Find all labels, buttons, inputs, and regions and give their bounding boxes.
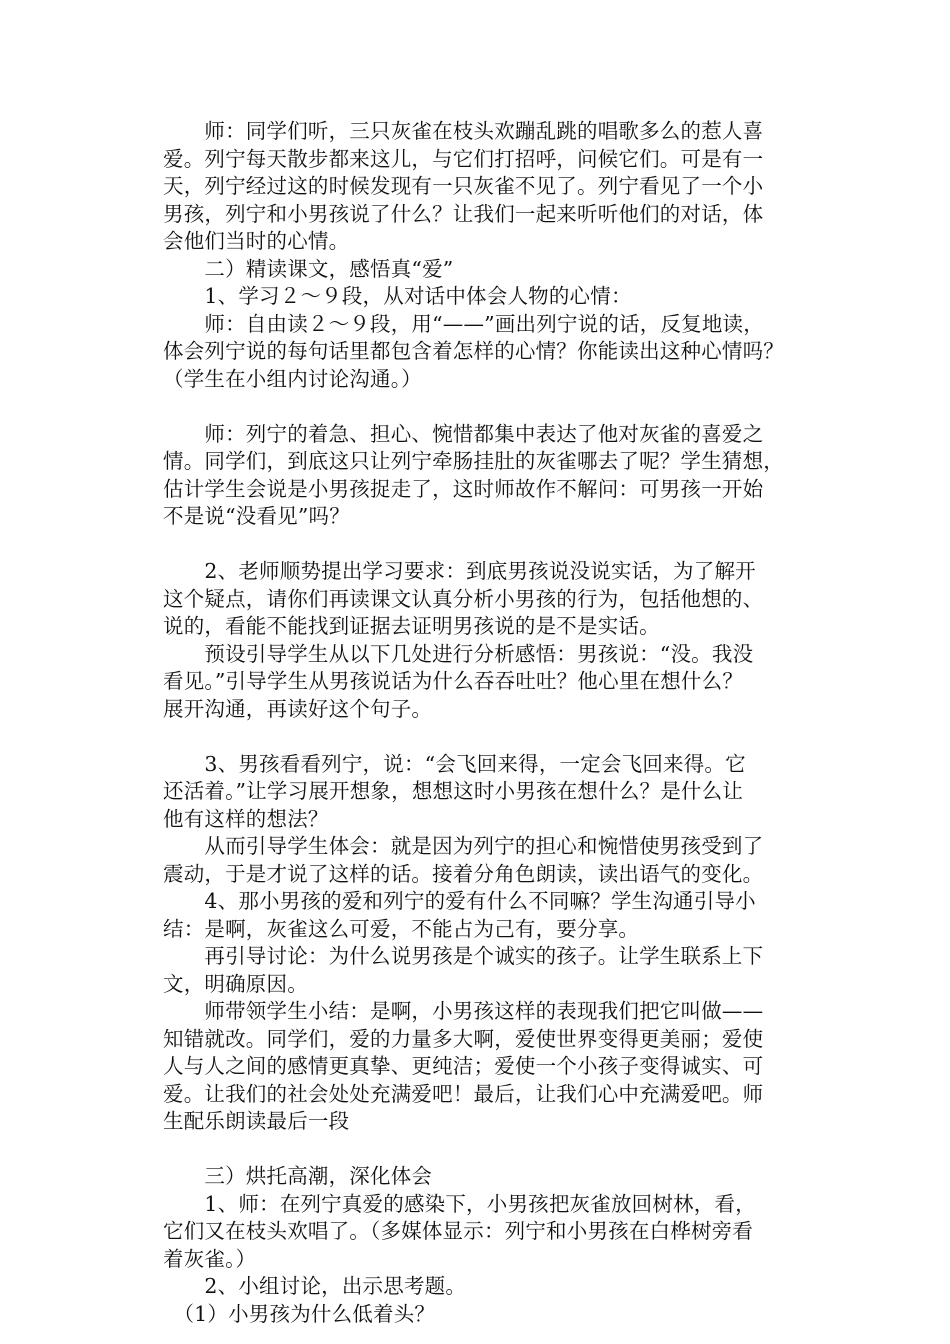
paragraph-line: 再引导讨论：为什么说男孩是个诚实的孩子。让学生联系上下: [163, 944, 764, 968]
paragraph-line: 预设引导学生从以下几处进行分析感悟：男孩说：“没。我没: [163, 641, 754, 666]
paragraph-line: 着灰雀。）: [163, 1246, 257, 1271]
paragraph-line: 师：列宁的着急、担心、惋惜都集中表达了他对灰雀的喜爱之: [163, 421, 764, 446]
paragraph-line: （1）小男孩为什么低着头？: [163, 1301, 436, 1326]
paragraph-line: 结：是啊，灰雀这么可爱，不能占为己有，要分享。: [163, 916, 640, 941]
paragraph-line: 爱。让我们的社会处处充满爱吧！最后，让我们心中充满爱吧。师: [163, 1081, 764, 1106]
document-body: [163, 118, 828, 1328]
paragraph-line: 师带领学生小结：是啊，小男孩这样的表现我们把它叫做——: [163, 999, 764, 1023]
paragraph-line: 展开沟通，再读好这个句子。: [163, 696, 433, 721]
blank-line: [163, 1136, 828, 1164]
paragraph-line: 人与人之间的感情更真挚、更纯洁；爱使一个小孩子变得诚实、可: [163, 1054, 764, 1078]
paragraph-line: 天，列宁经过这的时候发现有一只灰雀不见了。列宁看见了一个小: [163, 174, 764, 198]
paragraph-line: 看见。”引导学生从男孩说话为什么吞吞吐吐？他心里在想什么？: [163, 669, 744, 693]
paragraph-line: 它们又在枝头欢唱了。（多媒体显示：列宁和小男孩在白桦树旁看: [163, 1219, 754, 1243]
paragraph-line: 这个疑点，请你们再读课文认真分析小男孩的行为，包括他想的、: [163, 586, 764, 611]
paragraph-line: 4、那小男孩的爱和列宁的爱有什么不同嘛？学生沟通引导小: [163, 889, 756, 913]
paragraph-line: 文，明确原因。: [163, 971, 308, 996]
paragraph-line: 师：自由读２～９段，用“——”画出列宁说的话，反复地读，: [163, 311, 764, 336]
section-heading: 二）精读课文，感悟真“爱”: [163, 256, 454, 281]
section-heading: 三）烘托高潮，深化体会: [163, 1164, 433, 1188]
paragraph-line: 体会列宁说的每句话里都包含着怎样的心情？你能读出这种心情吗？: [163, 339, 784, 363]
paragraph-line: 不是说“没看见”吗？: [163, 504, 350, 528]
paragraph-line: 生配乐朗读最后一段: [163, 1109, 350, 1133]
paragraph-line: 还活着。”让学习展开想象，想想这时小男孩在想什么？是什么让: [163, 779, 744, 803]
paragraph-line: 男孩，列宁和小男孩说了什么？让我们一起来听听他们的对话，体: [163, 201, 764, 226]
paragraph-line: 2、小组讨论，出示思考题。: [163, 1274, 467, 1298]
paragraph-line: 情。同学们，到底这只让列宁牵肠挂肚的灰雀哪去了呢？学生猜想，: [163, 449, 784, 473]
paragraph-line: 他有这样的想法？: [163, 806, 329, 831]
blank-line: [163, 723, 828, 751]
paragraph-line: 3、男孩看看列宁，说：“会飞回来得，一定会飞回来得。它: [163, 751, 746, 776]
blank-line: [163, 393, 828, 421]
paragraph-line: 说的，看能不能找到证据去证明男孩说的是不是实话。: [163, 614, 660, 638]
paragraph-line: 从而引导学生体会：就是因为列宁的担心和惋惜使男孩受到了: [163, 834, 764, 858]
paragraph-line: 师：同学们听，三只灰雀在枝头欢蹦乱跳的唱歌多么的惹人喜: [163, 119, 764, 143]
blank-line: [163, 531, 828, 559]
paragraph-line: 1、师：在列宁真爱的感染下，小男孩把灰雀放回树林，看，: [163, 1191, 756, 1216]
paragraph-line: 1、学习２～９段，从对话中体会人物的心情：: [163, 284, 632, 308]
paragraph-line: 震动，于是才说了这样的话。接着分角色朗读，读出语气的变化。: [163, 861, 764, 886]
paragraph-line: 知错就改。同学们，爱的力量多大啊，爱使世界变得更美丽；爱使: [163, 1026, 764, 1051]
paragraph-line: 2、老师顺势提出学习要求：到底男孩说没说实话，为了解开: [163, 559, 756, 583]
paragraph-line: 估计学生会说是小男孩捉走了，这时师故作不解问：可男孩一开始: [163, 476, 764, 501]
paragraph-line: 会他们当时的心情。: [163, 229, 350, 253]
paragraph-line: 爱。列宁每天散步都来这儿，与它们打招呼，问候它们。可是有一: [163, 146, 764, 171]
paragraph-line: （学生在小组内讨论沟通。）: [163, 366, 422, 391]
